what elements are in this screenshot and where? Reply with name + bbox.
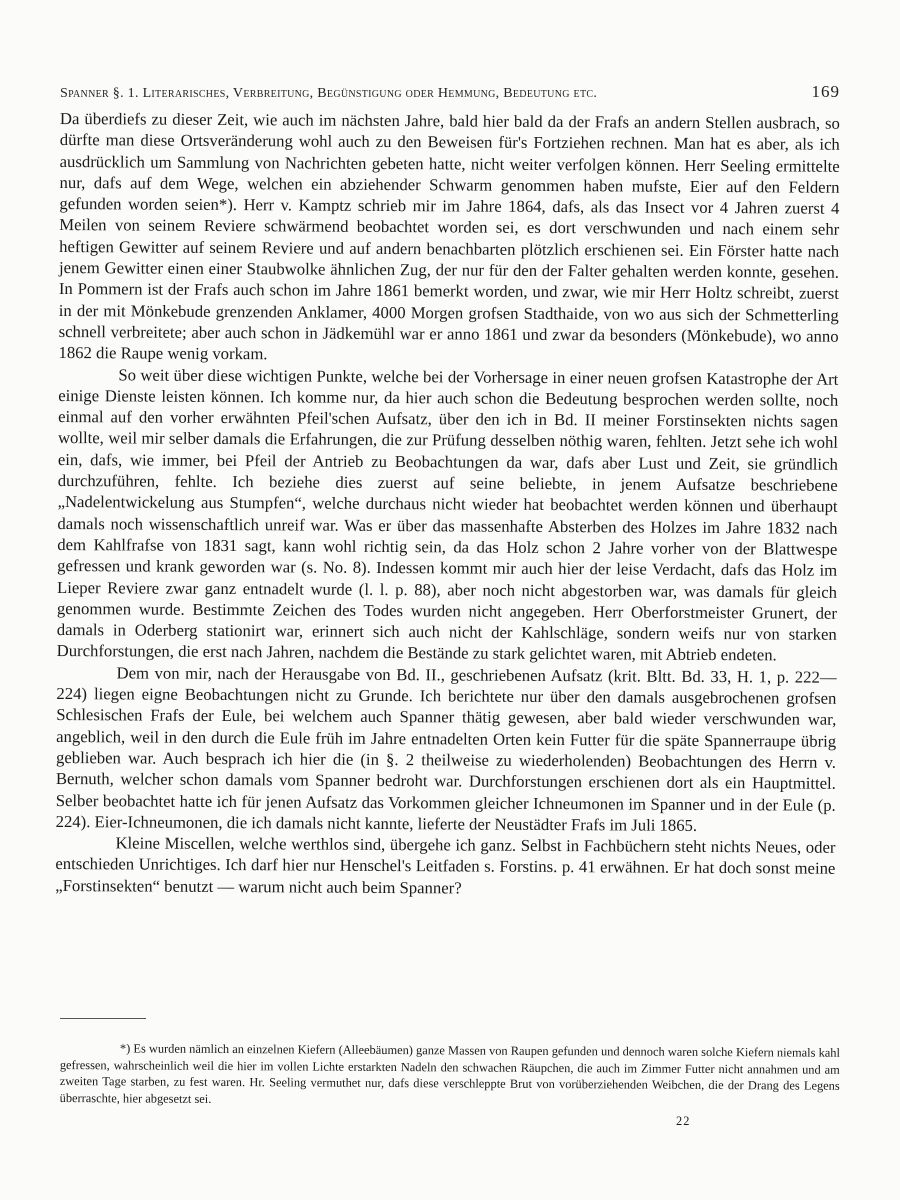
body-text	[55, 108, 840, 901]
paragraph: Kleine Miscellen, welche werthlos sind, übergehe ich ganz. Selbst in Fachbüchern steht nichts Neues, oder entschieden Unrichtiges. Ich darf hier nur Henschel's Leitfaden s. Forstins. p. 41 erwähnen. Er hat doch sonst meine „Forstinsekten“ benutzt — warum nicht auch beim Spanner?	[55, 833, 836, 898]
page-header	[60, 82, 840, 102]
footnote-divider	[60, 1018, 146, 1019]
paragraph: So weit über diese wichtigen Punkte, welche bei der Vorhersage in einer neuen grofsen Katastrophe der Art einige Dienste leisten können. Ich komme nur, da hier auch schon die Bedeutung besprochen werden sollte, noch einmal auf den vorher erwähnten Pfeil'schen Aufsatz, über den ich in Bd. II meiner Forstinsekten nichts sagen wollte, weil mir selber damals die Erfahrungen, die zur Prüfung desselben nöthig waren, fehlten. Jetzt sehe ich wohl ein, dafs, wie immer, bei Pfeil der Antrieb zu Beobachtungen da war, dafs aber Lust und Zeit, sie gründlich durchzuführen, fehlte. Ich beziehe dies zuerst auf seine beliebte, in jenem Aufsatze beschriebene „Nadelentwickelung aus Stumpfen“, welche durchaus nicht wieder hat beobachtet werden können und überhaupt damals noch wissenschaftlich unreif war. Was er über das massenhafte Absterben des Holzes im Jahre 1832 nach dem Kahlfrafse von 1831 sagt, kann wohl richtig sein, da das Holz schon 2 Jahre vorher von der Blattwespe gefressen und krank geworden war (s. No. 8). Indessen kommt mir auch hier der leise Verdacht, dafs das Holz im Lieper Reviere zwar ganz entnadelt wurde (l. l. p. 88), aber noch nicht abgestorben war, was damals für gleich genommen wurde. Bestimmte Zeichen des Todes wurden nicht angegeben. Herr Oberforstmeister Grunert, der damals in Oderberg stationirt war, erinnert sich auch nicht der Kahlschläge, sondern weifs nur von starken Durchforstungen, die erst nach Jahren, nachdem die Bestände zu stark gelichtet waren, mit Abtrieb endeten.	[56, 364, 839, 665]
page-number: 169	[811, 82, 840, 101]
footnote	[60, 1040, 840, 1112]
paragraph: Da überdiefs zu dieser Zeit, wie auch im nächsten Jahre, bald hier bald da der Frafs an andern Stellen ausbrach, so dürfte man diese Ortsveränderung wohl auch zu den Beweisen für's Fortziehen rechnen. Man hat es aber, als ich ausdrücklich um Sammlung von Nachrichten gebeten hatte, nicht weiter verfolgen können. Herr Seeling ermittelte nur, dafs auf dem Wege, welchen ein abziehender Schwarm genommen haben mufste, Eier auf den Feldern gefunden worden seien*). Herr v. Kamptz schrieb mir im Jahre 1864, dafs, als das Insect vor 4 Jahren zuerst 4 Meilen von seinem Reviere schwärmend beobachtet worden sei, es dort verschwunden und nach einem sehr heftigen Gewitter auf seinem Reviere und auf andern benachbarten plötzlich erschienen sei. Ein Förster hatte nach jenem Gewitter einen einer Staubwolke ähnlichen Zug, der nur für den der Falter gehalten werden konnte, gesehen. In Pommern ist der Frafs auch schon im Jahre 1861 bemerkt worden, und zwar, wie mir Herr Holtz schreibt, zuerst in der mit Mönkebude grenzenden Anklamer, 4000 Morgen grofsen Stadthaide, von wo aus sich der Schmetterling schnell verbreitete; aber auch schon in Jädkemühl war er anno 1861 und zwar da besonders (Mönkebude), wo anno 1862 die Raupe wenig vorkam.	[58, 108, 840, 364]
footnote-text: *) Es wurden nämlich an einzelnen Kiefern (Alleebäumen) ganze Massen von Raupen gefunden und dennoch waren solche Kiefern niemals kahl gefressen, wahrscheinlich weil die hier im vollen Lichte erstarkten Nadeln den schwachen Räupchen, die auch im Zimmer Futter nicht annahmen und am zweiten Tage starben, zu fest waren. Hr. Seeling vermuthet nur, dafs diese verschleppte Brut von vorüberziehenden Weibchen, die der Drang des Legens überraschte, hier abgesetzt sei.	[59, 1041, 840, 1107]
paragraph: Dem von mir, nach der Herausgabe von Bd. II., geschriebenen Aufsatz (krit. Bltt. Bd. 33, H. 1, p. 222—224) liegen eigne Beobachtungen nicht zu Grunde. Ich berichtete nur über den damals ausgebrochenen grofsen Schlesischen Frafs der Eule, bei welchem auch Spanner thätig gewesen, aber bald wieder verschwunden war, angeblich, weil in den durch die Eule früh im Jahre entnadelten Orten kein Futter für die späte Spannerraupe übrig geblieben war. Auch besprach ich hier die (in §. 2 theilweise zu wiederholenden) Beobachtungen des Herrn v. Bernuth, welcher schon damals vom Spanner bedroht war. Durchforstungen erschienen dort als ein Hauptmittel. Selber beobachtet hatte ich für jenen Aufsatz das Vorkommen gleicher Ichneumonen im Spanner und in der Eule (p. 224). Eier-Ichneumonen, die ich damals nicht kannte, lieferte der Neustädter Frafs im Juli 1865.	[55, 663, 837, 835]
running-title: Spanner §. 1. Literarisches, Verbreitung, Begünstigung oder Hemmung, Bedeutung etc.	[60, 86, 598, 101]
signature-mark: 22	[676, 1114, 691, 1128]
